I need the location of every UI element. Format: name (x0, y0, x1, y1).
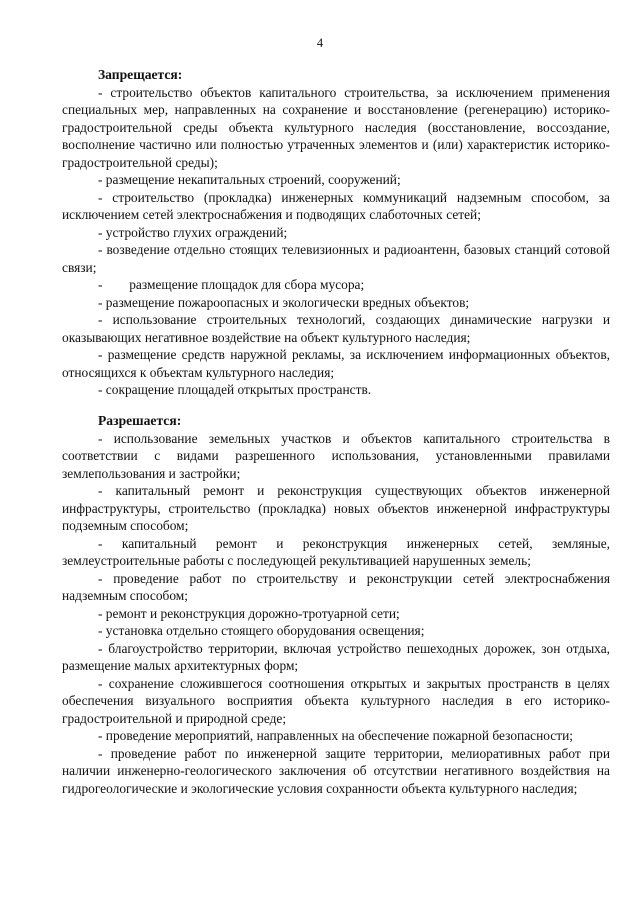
forbidden-item: - возведение отдельно стоящих телевизионных и радиоантенн, базовых станций сотовой связи; (62, 242, 610, 275)
forbidden-heading: Запрещается: (98, 67, 183, 82)
forbidden-item: - строительство объектов капитального строительства, за исключением применения специальных мер, направленных на сохранение и восстановление (регенерацию) историко-градостроительной среды объекта культурного наследия (восстановление, воссоздание, восполнение частично или полностью утраченных элементов и (или) характеристик историко-градостроительной среды); (62, 84, 610, 170)
allowed-item: - проведение работ по инженерной защите территории, мелиоративных работ при наличии инженерно-геологического заключения об отсутствии негативного воздействия на гидрогеологические и экологические условия сохранности объекта культурного наследия; (62, 745, 610, 796)
allowed-item: - сохранение сложившегося соотношения открытых и закрытых пространств в целях обеспечения визуального восприятия объекта культурного наследия в его историко-градостроительной и природной среде; (62, 675, 610, 726)
allowed-item: - ремонт и реконструкция дорожно-тротуарной сети; (98, 605, 400, 621)
forbidden-section (62, 66, 610, 399)
allowed-item: - проведение мероприятий, направленных на обеспечение пожарной безопасности; (98, 728, 573, 743)
forbidden-item: - размещение площадок для сбора мусора; (98, 277, 365, 292)
forbidden-item: - использование строительных технологий, создающих динамические нагрузки и оказывающих негативное воздействие на объект культурного наследия; (62, 312, 610, 345)
allowed-section (62, 412, 610, 797)
forbidden-item: - сокращение площадей открытых пространств. (98, 382, 372, 397)
allowed-item: - капитальный ремонт и реконструкция инженерных сетей, земляные, землеустроительные работы с последующей рекультивацией нарушенных земель; (62, 535, 610, 568)
allowed-item: - благоустройство территории, включая устройство пешеходных дорожек, зон отдыха, размещение малых архитектурных форм; (62, 640, 610, 673)
allowed-item: - использование земельных участков и объектов капитального строительства в соответствии с видами разрешенного использования, установленными правилами землепользования и застройки; (62, 430, 610, 481)
page-number: 4 (316, 36, 324, 50)
forbidden-item: - строительство (прокладка) инженерных коммуникаций надземным способом, за исключением сетей электроснабжения и подводящих слаботочных сетей; (62, 189, 610, 222)
allowed-item: - проведение работ по строительству и реконструкции сетей электроснабжения надземным способом; (62, 570, 610, 603)
allowed-heading: Разрешается: (98, 413, 182, 428)
allowed-item: - капитальный ремонт и реконструкция существующих объектов инженерной инфраструктуры, строительство (прокладка) новых объектов инженерной инфраструктуры подземным способом; (62, 483, 610, 533)
forbidden-item: - размещение средств наружной рекламы, за исключением информационных объектов, относящихся к объектам культурного наследия; (62, 347, 610, 380)
forbidden-item: - размещение некапитальных строений, сооружений; (98, 172, 401, 187)
allowed-item: - установка отдельно стоящего оборудования освещения; (98, 623, 425, 638)
forbidden-item: - устройство глухих ограждений; (98, 224, 288, 240)
forbidden-item: - размещение пожароопасных и экологически вредных объектов; (98, 294, 470, 310)
